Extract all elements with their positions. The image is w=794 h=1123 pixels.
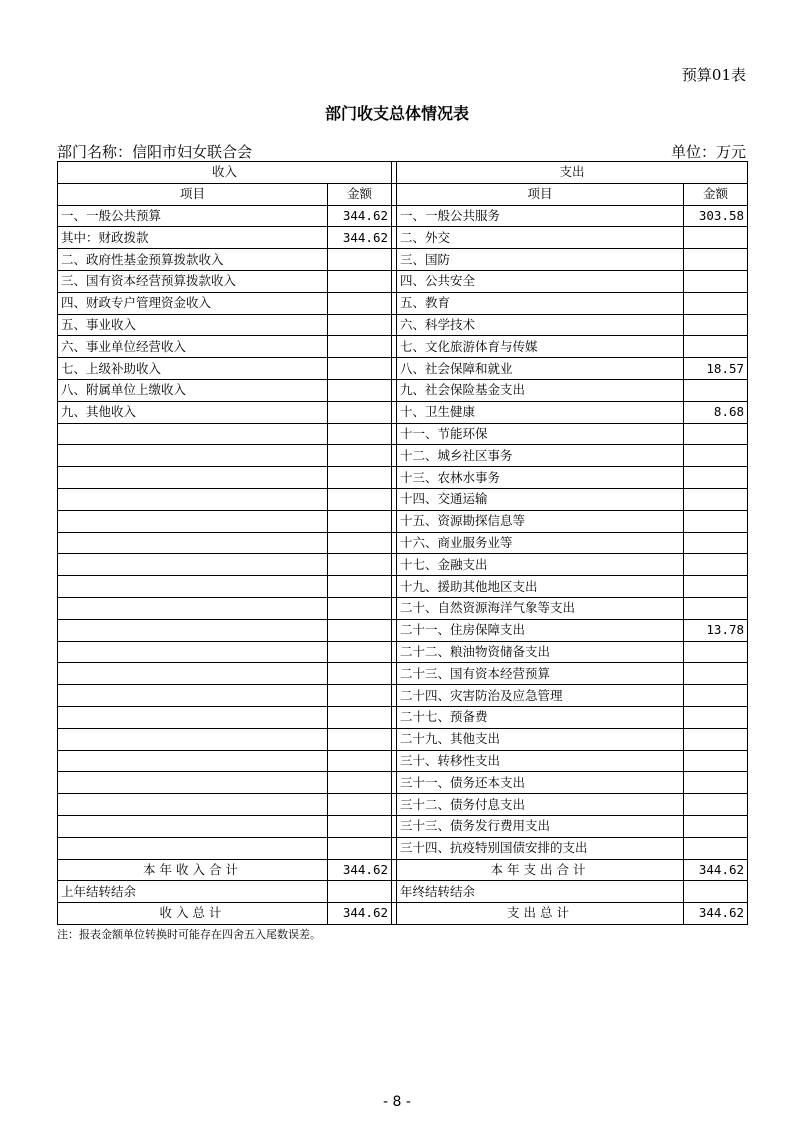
expense-item-cell: 一、一般公共服务 <box>397 205 684 227</box>
expense-item-cell: 十七、金融支出 <box>397 554 684 576</box>
grand-total-row <box>58 903 748 925</box>
expense-amount-cell <box>684 837 748 859</box>
income-item-cell: 三、国有资本经营预算拨款收入 <box>58 270 328 292</box>
income-amount-cell <box>328 728 392 750</box>
income-item-cell <box>58 728 328 750</box>
income-amount-cell <box>328 510 392 532</box>
expense-amount-cell <box>684 750 748 772</box>
expense-amount-cell <box>684 314 748 336</box>
expense-total-amount: 344.62 <box>684 903 748 925</box>
expense-amount-cell <box>684 685 748 707</box>
table-number: 预算01表 <box>681 66 746 84</box>
income-item-cell <box>58 423 328 445</box>
income-amount-cell <box>328 336 392 358</box>
table-row <box>58 532 748 554</box>
table-row <box>58 837 748 859</box>
table-row <box>58 794 748 816</box>
income-total-label: 收入总计 <box>58 903 328 925</box>
income-amount-cell <box>328 445 392 467</box>
section-header-row <box>58 162 748 184</box>
expense-amount-cell <box>684 379 748 401</box>
year-expense-amount: 344.62 <box>684 859 748 881</box>
budget-table <box>57 161 748 925</box>
table-row <box>58 750 748 772</box>
expense-item-cell: 十二、城乡社区事务 <box>397 445 684 467</box>
expense-item-cell: 三十一、债务还本支出 <box>397 772 684 794</box>
table-row <box>58 292 748 314</box>
income-item-cell <box>58 510 328 532</box>
table-row <box>58 619 748 641</box>
income-amount-cell <box>328 270 392 292</box>
expense-item-cell: 三十二、债务付息支出 <box>397 794 684 816</box>
expense-item-cell: 二十七、预备费 <box>397 706 684 728</box>
expense-amount-cell <box>684 772 748 794</box>
income-header: 收入 <box>58 162 392 184</box>
table-row <box>58 728 748 750</box>
income-item-cell <box>58 794 328 816</box>
table-row <box>58 815 748 837</box>
income-amount-cell <box>328 663 392 685</box>
page-number: - 8 - <box>383 1094 411 1110</box>
expense-item-cell: 六、科学技术 <box>397 314 684 336</box>
table-row <box>58 467 748 489</box>
table-row <box>58 445 748 467</box>
income-amount-cell: 344.62 <box>328 205 392 227</box>
table-row <box>58 772 748 794</box>
income-amount-cell <box>328 685 392 707</box>
income-item-cell <box>58 554 328 576</box>
income-item-cell <box>58 619 328 641</box>
table-row <box>58 336 748 358</box>
income-item-cell <box>58 837 328 859</box>
expense-item-cell: 二、外交 <box>397 227 684 249</box>
income-item-cell: 七、上级补助收入 <box>58 358 328 380</box>
table-row <box>58 227 748 249</box>
table-row <box>58 488 748 510</box>
expense-item-cell: 二十二、粮油物资储备支出 <box>397 641 684 663</box>
expense-amount-cell <box>684 597 748 619</box>
table-row <box>58 249 748 271</box>
expense-amount-cell: 8.68 <box>684 401 748 423</box>
expense-item-cell: 二十三、国有资本经营预算 <box>397 663 684 685</box>
income-amount-header: 金额 <box>328 183 392 205</box>
expense-item-cell: 十九、援助其他地区支出 <box>397 576 684 598</box>
expense-amount-cell <box>684 641 748 663</box>
income-item-header: 项目 <box>58 183 328 205</box>
income-amount-cell <box>328 423 392 445</box>
income-amount-cell <box>328 815 392 837</box>
expense-amount-cell <box>684 663 748 685</box>
expense-amount-cell <box>684 227 748 249</box>
expense-header: 支出 <box>397 162 748 184</box>
income-item-cell: 八、附属单位上缴收入 <box>58 379 328 401</box>
footnote: 注：报表金额单位转换时可能存在四舍五入尾数误差。 <box>57 928 321 941</box>
income-total-amount: 344.62 <box>328 903 392 925</box>
income-item-cell: 九、其他收入 <box>58 401 328 423</box>
expense-total-label: 支出总计 <box>397 903 684 925</box>
income-amount-cell <box>328 358 392 380</box>
table-row <box>58 663 748 685</box>
expense-amount-cell <box>684 728 748 750</box>
carry-out-label: 年终结转结余 <box>397 881 684 903</box>
income-item-cell: 一、一般公共预算 <box>58 205 328 227</box>
expense-amount-cell <box>684 249 748 271</box>
expense-item-cell: 十五、资源勘探信息等 <box>397 510 684 532</box>
income-item-cell <box>58 685 328 707</box>
expense-amount-cell <box>684 292 748 314</box>
expense-amount-cell: 18.57 <box>684 358 748 380</box>
table-row <box>58 597 748 619</box>
carry-in-label: 上年结转结余 <box>58 881 328 903</box>
table-row <box>58 510 748 532</box>
income-item-cell: 其中：财政拨款 <box>58 227 328 249</box>
income-item-cell <box>58 706 328 728</box>
income-amount-cell <box>328 379 392 401</box>
table-row <box>58 270 748 292</box>
income-item-cell <box>58 576 328 598</box>
expense-item-cell: 二十一、住房保障支出 <box>397 619 684 641</box>
carry-in-amount <box>328 881 392 903</box>
expense-item-cell: 十四、交通运输 <box>397 488 684 510</box>
expense-amount-cell <box>684 554 748 576</box>
expense-amount-cell: 303.58 <box>684 205 748 227</box>
expense-item-header: 项目 <box>397 183 684 205</box>
income-amount-cell <box>328 750 392 772</box>
table-row <box>58 205 748 227</box>
expense-amount-cell <box>684 815 748 837</box>
expense-item-cell: 三、国防 <box>397 249 684 271</box>
income-item-cell <box>58 641 328 663</box>
income-amount-cell <box>328 467 392 489</box>
expense-amount-cell <box>684 794 748 816</box>
income-item-cell <box>58 750 328 772</box>
income-item-cell <box>58 815 328 837</box>
income-amount-cell <box>328 314 392 336</box>
income-amount-cell <box>328 794 392 816</box>
income-amount-cell <box>328 772 392 794</box>
expense-item-cell: 十一、节能环保 <box>397 423 684 445</box>
expense-amount-cell <box>684 510 748 532</box>
income-item-cell <box>58 597 328 619</box>
expense-item-cell: 十三、农林水事务 <box>397 467 684 489</box>
expense-item-cell: 四、公共安全 <box>397 270 684 292</box>
income-amount-cell <box>328 641 392 663</box>
expense-amount-cell <box>684 488 748 510</box>
income-amount-cell <box>328 401 392 423</box>
income-item-cell: 六、事业单位经营收入 <box>58 336 328 358</box>
expense-amount-cell <box>684 336 748 358</box>
income-amount-cell <box>328 292 392 314</box>
expense-item-cell: 十、卫生健康 <box>397 401 684 423</box>
expense-amount-cell <box>684 270 748 292</box>
column-header-row <box>58 183 748 205</box>
expense-item-cell: 五、教育 <box>397 292 684 314</box>
table-row <box>58 314 748 336</box>
expense-amount-cell <box>684 445 748 467</box>
income-amount-cell <box>328 554 392 576</box>
table-row <box>58 379 748 401</box>
table-row <box>58 706 748 728</box>
carry-out-amount <box>684 881 748 903</box>
year-total-row <box>58 859 748 881</box>
table-row <box>58 423 748 445</box>
expense-amount-cell: 13.78 <box>684 619 748 641</box>
income-amount-cell <box>328 597 392 619</box>
expense-item-cell: 二十九、其他支出 <box>397 728 684 750</box>
income-item-cell <box>58 488 328 510</box>
income-amount-cell <box>328 576 392 598</box>
expense-item-cell: 九、社会保险基金支出 <box>397 379 684 401</box>
year-expense-label: 本年支出合计 <box>397 859 684 881</box>
income-item-cell <box>58 445 328 467</box>
year-income-amount: 344.62 <box>328 859 392 881</box>
table-row <box>58 576 748 598</box>
income-item-cell: 五、事业收入 <box>58 314 328 336</box>
income-amount-cell <box>328 837 392 859</box>
expense-item-cell: 三十四、抗疫特别国债安排的支出 <box>397 837 684 859</box>
expense-item-cell: 七、文化旅游体育与传媒 <box>397 336 684 358</box>
table-row <box>58 554 748 576</box>
expense-item-cell: 二十、自然资源海洋气象等支出 <box>397 597 684 619</box>
income-item-cell: 二、政府性基金预算拨款收入 <box>58 249 328 271</box>
income-item-cell: 四、财政专户管理资金收入 <box>58 292 328 314</box>
expense-amount-cell <box>684 423 748 445</box>
expense-item-cell: 二十四、灾害防治及应急管理 <box>397 685 684 707</box>
expense-item-cell: 十六、商业服务业等 <box>397 532 684 554</box>
income-amount-cell: 344.62 <box>328 227 392 249</box>
income-amount-cell <box>328 532 392 554</box>
table-row <box>58 401 748 423</box>
income-item-cell <box>58 467 328 489</box>
income-amount-cell <box>328 488 392 510</box>
expense-item-cell: 三十三、债务发行费用支出 <box>397 815 684 837</box>
income-item-cell <box>58 532 328 554</box>
expense-amount-header: 金额 <box>684 183 748 205</box>
income-amount-cell <box>328 249 392 271</box>
expense-item-cell: 三十、转移性支出 <box>397 750 684 772</box>
table-row <box>58 641 748 663</box>
income-item-cell <box>58 663 328 685</box>
table-row <box>58 685 748 707</box>
expense-amount-cell <box>684 467 748 489</box>
expense-amount-cell <box>684 532 748 554</box>
expense-amount-cell <box>684 706 748 728</box>
table-row <box>58 358 748 380</box>
department-name: 部门名称：信阳市妇女联合会 <box>57 143 253 161</box>
page-title: 部门收支总体情况表 <box>324 104 469 123</box>
income-amount-cell <box>328 706 392 728</box>
income-amount-cell <box>328 619 392 641</box>
expense-item-cell: 八、社会保障和就业 <box>397 358 684 380</box>
unit-label: 单位：万元 <box>670 143 746 161</box>
year-income-label: 本年收入合计 <box>58 859 328 881</box>
carry-over-row <box>58 881 748 903</box>
expense-amount-cell <box>684 576 748 598</box>
income-item-cell <box>58 772 328 794</box>
